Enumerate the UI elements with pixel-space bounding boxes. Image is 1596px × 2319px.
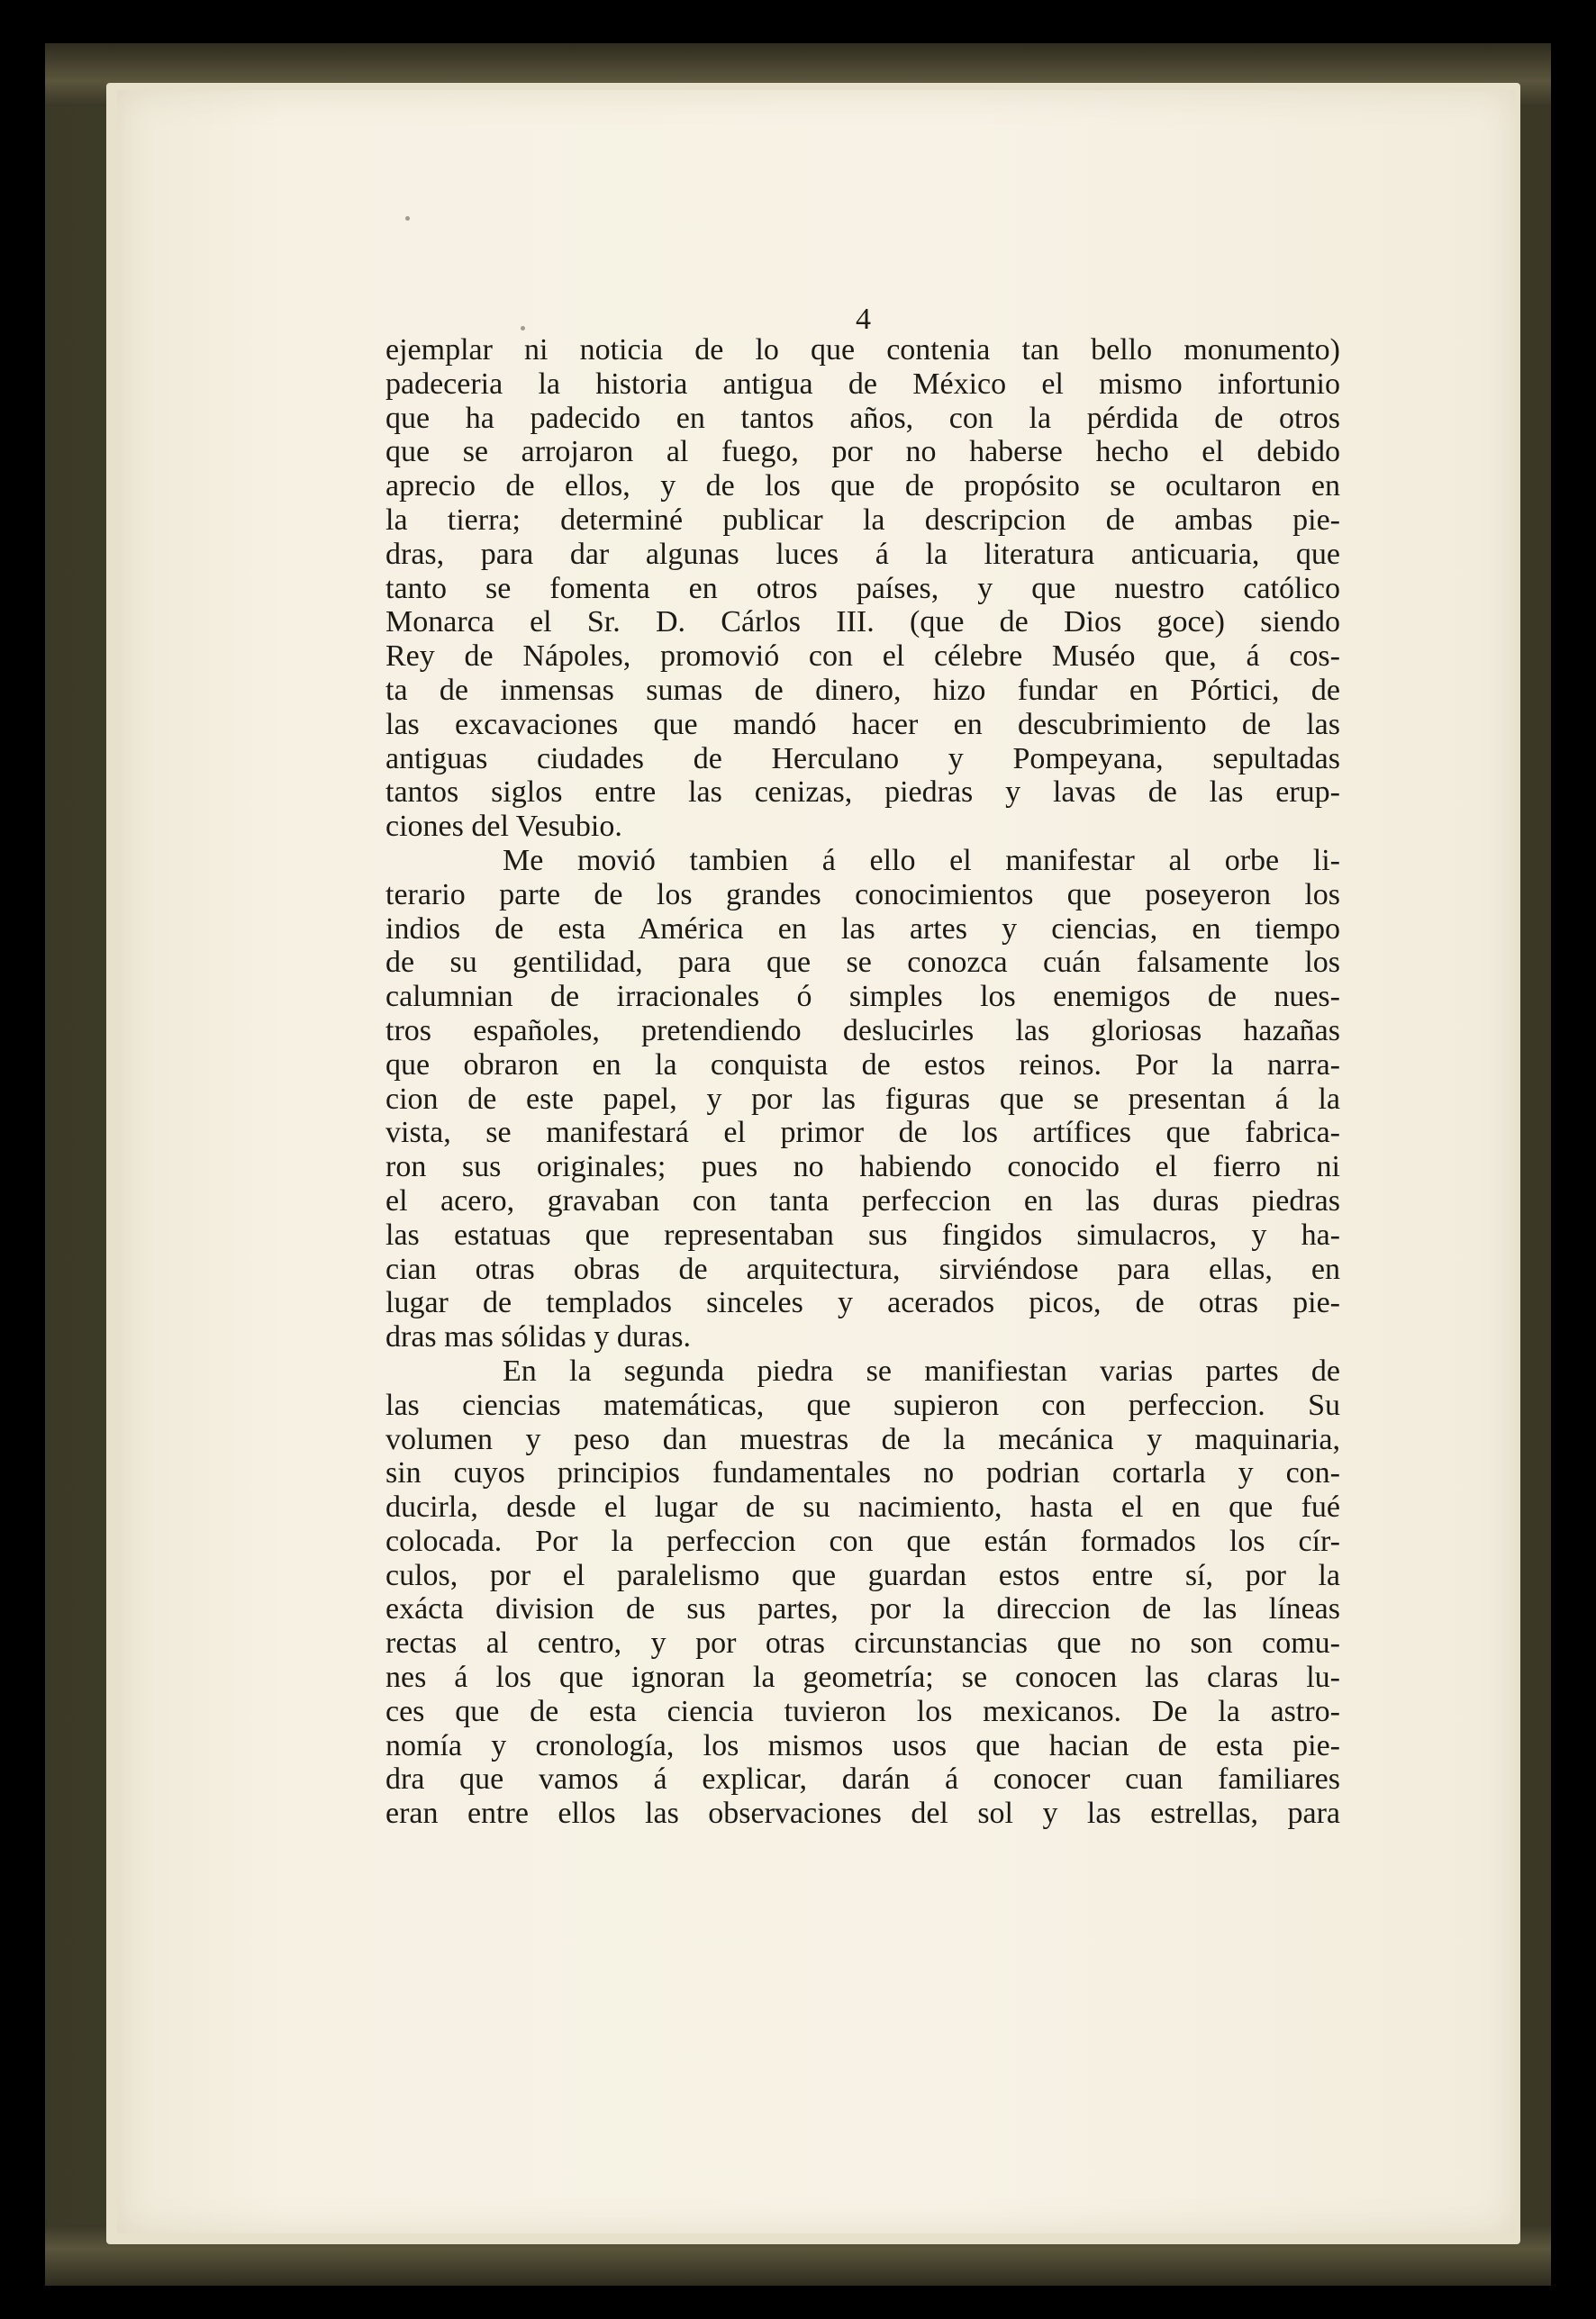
text-line: Me movió tambien á ello el manifestar al orbe li-: [503, 843, 1340, 877]
text-line: tros españoles, pretendiendo deslucirles las gloriosas hazañas: [385, 1013, 1340, 1047]
text-line: indios de esta América en las artes y ciencias, en tiempo: [385, 911, 1340, 946]
text-line: Rey de Nápoles, promovió con el célebre Muséo que, á cos-: [385, 639, 1340, 674]
text-line: culos, por el paralelismo que guardan estos entre sí, por la: [385, 1558, 1340, 1592]
ink-spot: [405, 216, 410, 221]
text-line: ejemplar ni noticia de lo que contenia tan bello monumento): [385, 333, 1340, 367]
text-line: colocada. Por la perfeccion con que están formados los cír-: [385, 1524, 1340, 1558]
text-line: tanto se fomenta en otros países, y que nuestro católico: [385, 571, 1340, 605]
text-line: exácta division de sus partes, por la direccion de las líneas: [385, 1592, 1340, 1626]
text-line: padeceria la historia antigua de México el mismo infortunio: [385, 367, 1340, 401]
text-line: cion de este papel, y por las figuras que se presentan á la: [385, 1082, 1340, 1116]
text-line: las estatuas que representaban sus fingidos simulacros, y ha-: [385, 1218, 1340, 1252]
text-line: dras mas sólidas y duras.: [385, 1320, 692, 1354]
text-line: ron sus originales; pues no habiendo conocido el fierro ni: [385, 1150, 1340, 1184]
text-line: eran entre ellos las observaciones del sol y las estrellas, para: [385, 1797, 1340, 1831]
text-line: terario parte de los grandes conocimientos que poseyeron los: [385, 877, 1340, 911]
text-line: ces que de esta ciencia tuvieron los mexicanos. De la astro-: [385, 1694, 1340, 1728]
text-line: ciones del Vesubio.: [385, 810, 622, 844]
text-line: de su gentilidad, para que se conozca cuán falsamente los: [385, 946, 1340, 980]
text-line: rectas al centro, y por otras circunstancias que no son comu-: [385, 1626, 1340, 1661]
text-line: las excavaciones que mandó hacer en descubrimiento de las: [385, 707, 1340, 741]
text-line: sin cuyos principios fundamentales no podrian cortarla y con-: [385, 1456, 1340, 1490]
text-line: el acero, gravaban con tanta perfeccion en las duras piedras: [385, 1183, 1340, 1218]
text-line: antiguas ciudades de Herculano y Pompeyana, sepultadas: [385, 741, 1340, 775]
text-line: dra que vamos á explicar, darán á conocer cuan familiares: [385, 1762, 1340, 1797]
text-line: que obraron en la conquista de estos reinos. Por la narra-: [385, 1047, 1340, 1082]
text-line: ta de inmensas sumas de dinero, hizo fundar en Pórtici, de: [385, 673, 1340, 707]
text-line: ducirla, desde el lugar de su nacimiento, hasta el en que fué: [385, 1490, 1340, 1525]
text-line: nes á los que ignoran la geometría; se conocen las claras lu-: [385, 1661, 1340, 1695]
ink-spot: [521, 326, 525, 331]
text-line: tantos siglos entre las cenizas, piedras y lavas de las erup-: [385, 775, 1340, 810]
text-line: dras, para dar algunas luces á la literatura anticuaria, que: [385, 537, 1340, 571]
text-line: aprecio de ellos, y de los que de propósito se ocultaron en: [385, 469, 1340, 503]
text-line: En la segunda piedra se manifiestan varias partes de: [503, 1354, 1340, 1388]
text-line: vista, se manifestará el primor de los artífices que fabrica-: [385, 1116, 1340, 1150]
text-line: calumnian de irracionales ó simples los enemigos de nues-: [385, 980, 1340, 1014]
text-line: lugar de templados sinceles y acerados picos, de otras pie-: [385, 1286, 1340, 1320]
page-number: 4: [856, 303, 871, 336]
text-line: Monarca el Sr. D. Cárlos III. (que de Dios goce) siendo: [385, 605, 1340, 639]
text-line: volumen y peso dan muestras de la mecánica y maquinaria,: [385, 1422, 1340, 1456]
text-line: las ciencias matemáticas, que supieron con perfeccion. Su: [385, 1388, 1340, 1422]
text-line: que se arrojaron al fuego, por no haberse hecho el debido: [385, 435, 1340, 469]
text-line: la tierra; determiné publicar la descripcion de ambas pie-: [385, 503, 1340, 537]
body-text: [385, 333, 1340, 1831]
text-line: que ha padecido en tantos años, con la pérdida de otros: [385, 401, 1340, 435]
text-line: nomía y cronología, los mismos usos que hacian de esta pie-: [385, 1728, 1340, 1762]
text-line: cian otras obras de arquitectura, sirviéndose para ellas, en: [385, 1252, 1340, 1286]
